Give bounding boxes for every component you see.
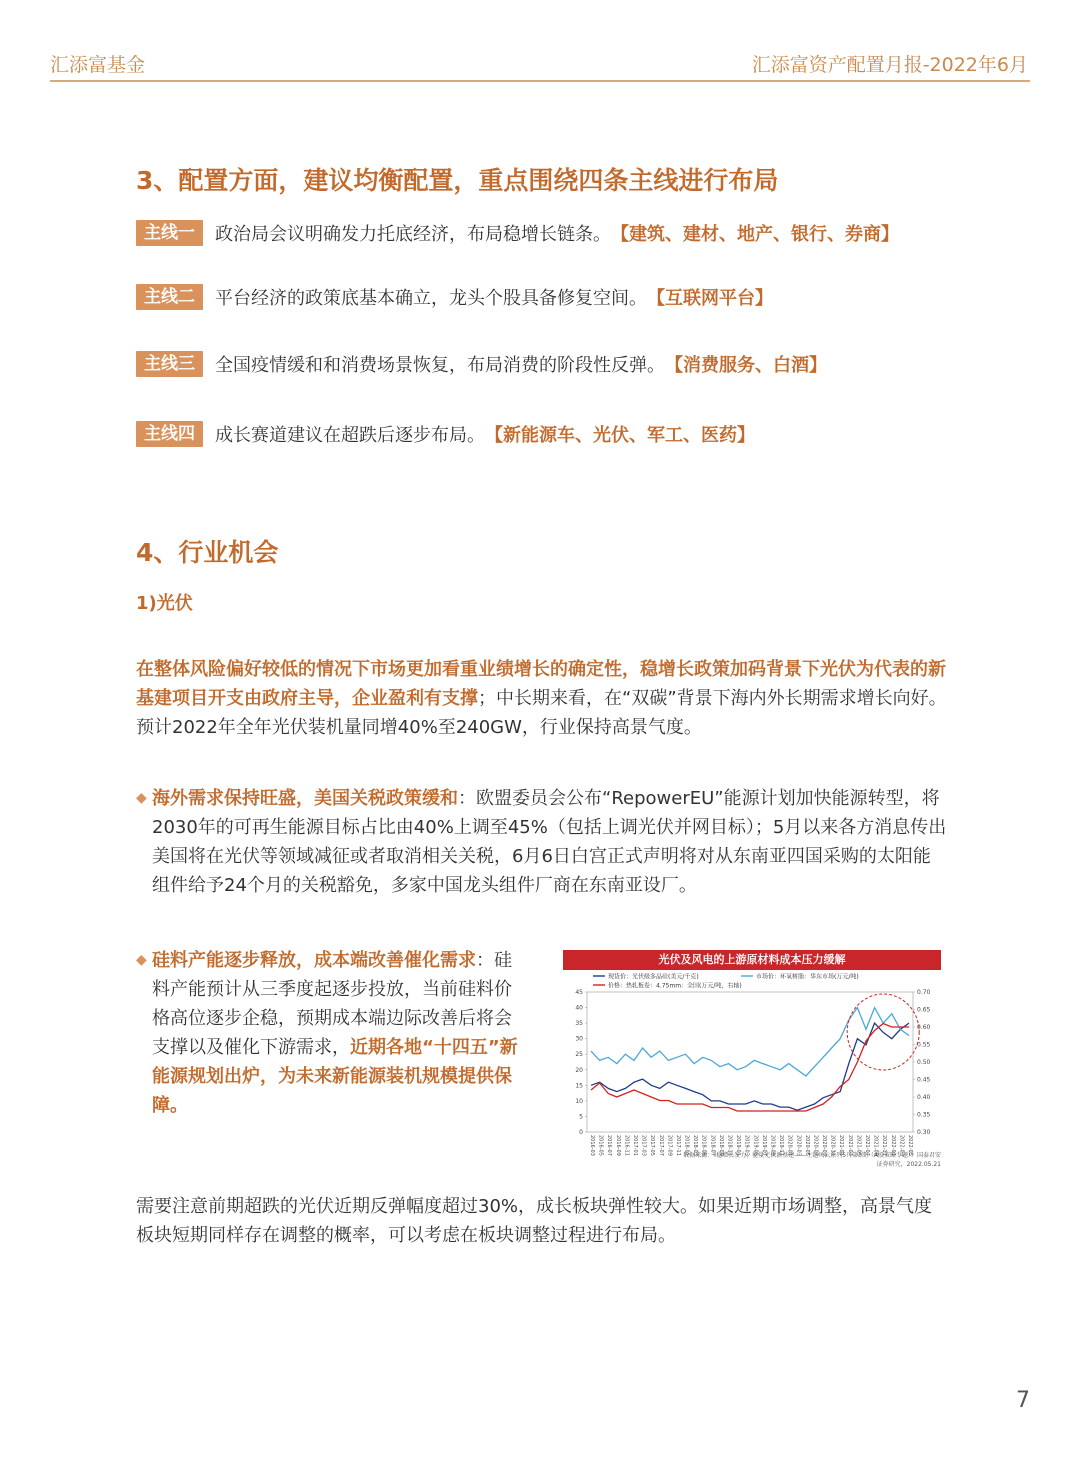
x-tick-label: 2020-09	[821, 1135, 828, 1156]
y-right-tick-label: 0.60	[917, 1024, 931, 1031]
chart-title: 光伏及风电的上游原材料成本压力缓解	[563, 950, 941, 970]
subsection-pv-title: 1)光伏	[136, 593, 193, 614]
main-line-tag: 主线四	[136, 421, 203, 447]
y-left-tick-label: 45	[575, 989, 583, 996]
x-tick-label: 2016-03	[589, 1135, 595, 1156]
x-tick-label: 2022-01	[889, 1135, 896, 1156]
x-tick-label: 2019-09	[769, 1135, 776, 1156]
pv-summary-rest: ；中长期来看，在“双碳”背景下海内外长期需求增长向好。预计2022年全年光伏装机量同增40%至240GW，行业保持高景气度。	[136, 688, 947, 738]
x-tick-label: 2017-05	[649, 1135, 656, 1156]
x-tick-label: 2019-05	[752, 1135, 759, 1156]
x-tick-label: 2018-01	[683, 1135, 690, 1156]
y-left-tick-label: 20	[575, 1066, 583, 1074]
x-tick-label: 2017-11	[674, 1135, 681, 1156]
header-divider	[50, 80, 1030, 82]
main-line-text: 平台经济的政策底基本确立，龙头个股具备修复空间。	[215, 288, 647, 309]
section3-title: 3、配置方面，建议均衡配置，重点围绕四条主线进行布局	[136, 166, 779, 195]
x-tick-label: 2016-11	[623, 1135, 630, 1156]
x-tick-label: 2021-05	[855, 1135, 862, 1156]
x-tick-label: 2021-09	[872, 1135, 879, 1156]
main-line-sectors: 【消费服务、白酒】	[665, 355, 827, 376]
y-left-tick-label: 0	[579, 1129, 583, 1136]
x-tick-label: 2021-01	[838, 1135, 845, 1156]
x-tick-label: 2017-03	[640, 1135, 647, 1156]
pv-summary-paragraph	[136, 655, 948, 742]
x-tick-label: 2016-07	[606, 1135, 613, 1156]
x-tick-label: 2018-09	[717, 1135, 724, 1156]
y-right-tick-label: 0.70	[917, 989, 931, 996]
y-left-tick-label: 35	[575, 1020, 583, 1028]
main-line-sectors: 【互联网平台】	[647, 288, 773, 309]
bullet-overseas-demand	[136, 784, 948, 900]
series-line	[591, 1024, 909, 1112]
closing-paragraph: 需要注意前期超跌的光伏近期反弹幅度超过30%，成长板块弹性较大。如果近期市场调整，高景气度板块短期同样存在调整的概率，可以考虑在板块调整过程进行布局。	[136, 1196, 933, 1246]
y-left-tick-label: 25	[575, 1051, 583, 1059]
x-tick-label: 2020-11	[829, 1135, 836, 1156]
x-tick-label: 2020-03	[795, 1135, 802, 1156]
y-right-tick-label: 0.65	[917, 1006, 931, 1014]
y-right-tick-label: 0.45	[917, 1076, 931, 1084]
bullet-silicon-highlight: 硅料产能逐步释放，成本端改善催化需求	[152, 950, 476, 971]
pv-summary-highlight: 在整体风险偏好较低的情况下市场更加看重业绩增长的确定性，稳增长政策加码背景下光伏为代表的新基建项目开支由政府主导，企业盈利有支撑	[136, 659, 946, 709]
x-tick-label: 2021-11	[881, 1135, 888, 1156]
x-tick-label: 2017-07	[657, 1135, 664, 1156]
x-tick-label: 2019-03	[743, 1135, 750, 1156]
bullet-silicon-highlight-2: 近期各地“十四五”新能源规划出炉，为未来新能源装机规模提供保障。	[152, 1037, 518, 1116]
bullet-silicon-capacity	[136, 946, 528, 1120]
x-tick-label: 2020-01	[786, 1135, 793, 1156]
y-right-tick-label: 0.55	[917, 1041, 931, 1049]
x-tick-label: 2016-05	[597, 1135, 604, 1156]
x-tick-label: 2018-11	[726, 1135, 733, 1156]
y-right-tick-label: 0.40	[917, 1094, 931, 1101]
x-tick-label: 2018-07	[709, 1135, 716, 1156]
page-number: 7	[1016, 1388, 1030, 1413]
bullet-overseas-text: ：欧盟委员会公布“RepowerEU”能源计划加快能源转型，将2030年的可再生能源目标占比由40%上调至45%（包括上调光伏并网目标）；5月以来各方消息传出美国将在光伏等领域减征或者取消相关关税，6月6日白宫正式声明将对从东南亚四国采购的太阳能组件给予24个月的关税豁免，多家中国龙头组件厂商在东南亚设厂。	[152, 788, 947, 896]
x-tick-label: 2019-11	[778, 1135, 785, 1156]
y-right-tick-label: 0.50	[917, 1059, 931, 1066]
main-line-1	[136, 218, 899, 248]
x-tick-label: 2018-05	[700, 1135, 707, 1156]
legend-label: 价格：热轧板卷：4.75mm：全国(万元/吨，右轴)	[608, 982, 742, 990]
x-tick-label: 2016-09	[614, 1135, 621, 1156]
header-brand: 汇添富基金	[50, 54, 146, 76]
x-tick-label: 2020-05	[803, 1135, 810, 1156]
series-line	[591, 1023, 909, 1110]
bullet-diamond-icon: ◆	[136, 790, 147, 806]
main-line-tag: 主线二	[136, 284, 203, 310]
x-tick-label: 2020-07	[812, 1135, 819, 1156]
main-line-tag: 主线三	[136, 351, 203, 377]
x-tick-label: 2019-01	[735, 1135, 742, 1156]
main-line-3	[136, 349, 827, 379]
main-line-text: 成长赛道建议在超跌后逐步布局。	[215, 425, 485, 446]
bullet-overseas-highlight: 海外需求保持旺盛，美国关税政策缓和	[152, 788, 458, 809]
header-report-title: 汇添富资产配置月报-2022年6月	[751, 54, 1028, 76]
x-tick-label: 2017-09	[666, 1135, 673, 1156]
section4-title: 4、行业机会	[136, 538, 279, 567]
main-line-text: 全国疫情缓和和消费场景恢复，布局消费的阶段性反弹。	[215, 355, 665, 376]
main-line-sectors: 【建筑、建材、地产、银行、券商】	[611, 224, 899, 245]
y-left-tick-label: 10	[575, 1097, 583, 1105]
x-tick-label: 2022-03	[898, 1135, 905, 1156]
chart-svg	[563, 970, 941, 1170]
y-right-tick-label: 0.30	[917, 1129, 931, 1136]
legend-label: 现货价：光伏级多晶硅(美元/千克)	[608, 973, 699, 981]
main-line-4	[136, 419, 755, 449]
bullet-silicon-text: ：硅料产能预计从三季度起逐步投放，当前硅料价格高位逐步企稳，预期成本端边际改善后将会支撑以及催化下游需求，	[152, 950, 512, 1058]
pv-cost-chart	[563, 950, 941, 1168]
x-tick-label: 2022-05	[907, 1135, 913, 1156]
x-tick-label: 2021-03	[846, 1135, 853, 1156]
y-left-tick-label: 30	[575, 1035, 583, 1043]
y-left-tick-label: 5	[579, 1113, 583, 1121]
main-line-sectors: 【新能源车、光伏、军工、医药】	[485, 425, 755, 446]
main-line-text: 政治局会议明确发力托底经济，布局稳增长链条。	[215, 224, 611, 245]
y-left-tick-label: 15	[575, 1082, 583, 1090]
legend-label: 市场价：环氧树脂：华东市场(万元/吨)	[756, 973, 859, 981]
chart-source-note: 数据来源：《稳增长发力，能量光伏新基建——主题风云系列5月第3期（A股策略专题）》国泰君安证券研究，2022.05.21	[683, 1152, 941, 1168]
main-line-2	[136, 282, 773, 312]
y-right-tick-label: 0.35	[917, 1111, 931, 1119]
bullet-diamond-icon: ◆	[136, 952, 147, 968]
x-tick-label: 2017-01	[631, 1135, 638, 1156]
x-tick-label: 2018-03	[692, 1135, 699, 1156]
y-left-tick-label: 40	[575, 1004, 583, 1012]
main-line-tag: 主线一	[136, 220, 203, 246]
x-tick-label: 2021-07	[864, 1135, 871, 1156]
x-tick-label: 2019-07	[760, 1135, 767, 1156]
